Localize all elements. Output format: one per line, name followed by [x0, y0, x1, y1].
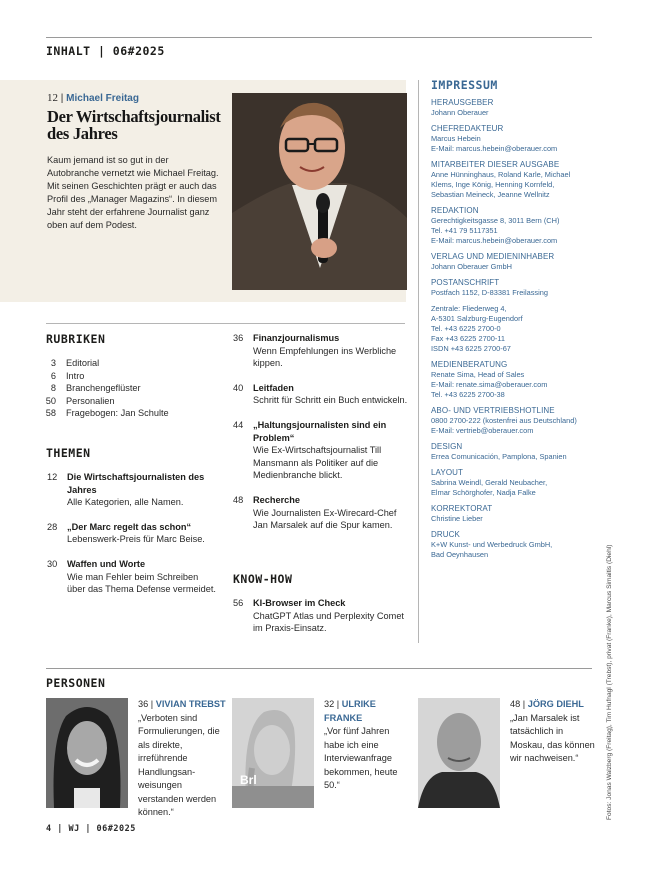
impressum-title: IMPRESSUM — [431, 78, 498, 92]
toc-entry[interactable] — [233, 494, 408, 532]
impressum-block — [431, 98, 596, 118]
toc-page-number: 6 — [50, 370, 56, 381]
toc-entry[interactable] — [233, 419, 408, 482]
toc-entry-description: Alle Kategorien, alle Namen. — [67, 497, 184, 508]
section-rule — [46, 323, 405, 324]
toc-entry-description: Wie man Fehler beim Schreiben über das Thema Defense vermeidet. — [67, 571, 216, 595]
knowhow-list — [233, 597, 408, 647]
impressum-line: Zentrale: Fliederweg 4, — [431, 304, 507, 313]
impressum-line: Elmar Schörghofer, Nadja Falke — [431, 488, 536, 497]
personen-heading: PERSONEN — [46, 676, 106, 690]
person-page: 36 — [138, 699, 149, 709]
toc-page-number: 8 — [50, 383, 56, 394]
impressum-block — [431, 252, 596, 272]
impressum-block-heading: REDAKTION — [431, 206, 479, 215]
toc-page-number: 48 — [233, 494, 244, 505]
toc-entry-body — [67, 521, 217, 546]
rubrik-item[interactable] — [36, 382, 216, 395]
themen-list-right — [233, 332, 408, 544]
toc-entry-title: Die Wirtschaftsjournalisten des Jahres — [67, 472, 205, 495]
hero-kicker — [47, 92, 139, 104]
toc-entry-title: Waffen und Worte — [67, 558, 146, 569]
impressum-block-heading: DESIGN — [431, 442, 463, 451]
impressum-line: A-5301 Salzburg-Eugendorf — [431, 314, 523, 323]
impressum-block-heading: MEDIENBERATUNG — [431, 360, 508, 369]
toc-entry[interactable] — [233, 332, 408, 370]
portrait-trebst — [46, 698, 128, 808]
toc-page-number: 30 — [47, 558, 58, 569]
rubriken-list — [36, 357, 216, 420]
person-quote: „Verboten sind Formulierungen, die als direkte, irreführende Handlungsan-weisungen verstanden werden können.“ — [138, 712, 220, 817]
toc-page-number: 56 — [233, 598, 244, 608]
impressum-line: E-Mail: vertrieb@oberauer.com — [431, 426, 534, 435]
toc-page-number: 28 — [47, 521, 58, 532]
impressum-block — [431, 530, 596, 560]
toc-entry-description: Wenn Empfehlungen ins Werbliche kippen. — [253, 345, 397, 369]
knowhow-heading: KNOW-HOW — [233, 572, 293, 586]
impressum-block-heading: KORREKTORAT — [431, 504, 493, 513]
toc-label: Intro — [66, 370, 85, 381]
toc-label: Editorial — [66, 358, 100, 368]
impressum-block — [431, 160, 596, 200]
toc-entry-body — [253, 419, 408, 482]
top-rule — [46, 37, 592, 38]
toc-page-number: 58 — [45, 408, 56, 419]
person-photo — [418, 698, 500, 808]
person-quote: „Jan Marsalek ist tatsächlich in Moskau, das können wir nachweisen.“ — [510, 712, 595, 763]
rubrik-item[interactable] — [36, 357, 216, 370]
impressum-line: Gerechtigkeitsgasse 8, 3011 Bern (CH) — [431, 216, 560, 225]
toc-entry-description: Lebenswerk-Preis für Marc Beise. — [67, 534, 205, 545]
toc-page-number: 3 — [50, 358, 56, 368]
rubrik-item[interactable] — [36, 407, 216, 420]
toc-entry-title: „Haltungsjournalisten sind ein Problem“ — [253, 419, 387, 443]
impressum — [431, 78, 596, 566]
impressum-block — [431, 504, 596, 524]
toc-page-number: 12 — [47, 472, 58, 482]
themen-heading: THEMEN — [46, 446, 91, 460]
impressum-block-heading: VERLAG UND MEDIENINHABER — [431, 252, 555, 261]
impressum-block-heading: HERAUSGEBER — [431, 98, 494, 107]
toc-page-number: 44 — [233, 419, 244, 430]
impressum-block — [431, 304, 596, 354]
impressum-line: Postfach 1152, D-83381 Freilassing — [431, 288, 548, 297]
hero-title: Der Wirtschaftsjournalist des Jahres — [47, 107, 221, 143]
impressum-line: E-Mail: marcus.hebein@oberauer.com — [431, 236, 558, 245]
toc-entry-body — [253, 332, 408, 370]
bottom-rule — [46, 668, 592, 669]
impressum-line: Johann Oberauer GmbH — [431, 262, 512, 271]
impressum-line: Christine Lieber — [431, 514, 483, 523]
person-page: 48 — [510, 699, 521, 709]
toc-page-number: 50 — [45, 395, 56, 406]
impressum-line: Renate Sima, Head of Sales — [431, 370, 525, 379]
person-photo — [232, 698, 314, 808]
impressum-block-heading: MITARBEITER DIESER AUSGABE — [431, 160, 560, 169]
impressum-block-heading: ABO- UND VERTRIEBSHOTLINE — [431, 406, 555, 415]
themen-list-left — [47, 471, 217, 608]
impressum-line: Marcus Hebein — [431, 134, 481, 143]
person-name: VIVIAN TREBST — [155, 699, 226, 709]
toc-entry-body — [253, 382, 408, 407]
person-name: ULRIKE FRANKE — [324, 699, 376, 723]
impressum-block — [431, 206, 596, 246]
person-quote: „Vor fünf Jahren habe ich eine Interviewanfrage bekommen, heute 50.“ — [324, 726, 398, 790]
hero-text: Kaum jemand ist so gut in der Autobranche vernetzt wie Michael Freitag. Mit seinen Geschichten prägt er auch das Profil des „Manager Magazins“. In diesem Jahr steht der erfahrene Journalist ganz oben auf dem Podest. — [47, 155, 219, 230]
impressum-block — [431, 442, 596, 462]
impressum-line: Anne Hünninghaus, Roland Karle, Michael — [431, 170, 571, 179]
impressum-block — [431, 406, 596, 436]
toc-page-number: 36 — [233, 333, 244, 343]
impressum-block-heading: DRUCK — [431, 530, 460, 539]
hero-teaser[interactable] — [0, 80, 406, 302]
toc-entry-title: KI-Browser im Check — [253, 598, 346, 608]
toc-label: Fragebogen: Jan Schulte — [66, 408, 169, 419]
rubriken-heading: RUBRIKEN — [46, 332, 106, 346]
toc-entry[interactable] — [47, 558, 217, 596]
page-footer: 4 | WJ | 06#2025 — [46, 824, 136, 834]
impressum-line: K+W Kunst- und Werbedruck GmbH, — [431, 540, 553, 549]
photo-credits: Fotos: Jonas Walzberg (Freitag), Tim Hufnagl (Trebst), privat (Franke), Marcus Simaitis (Diehl) — [606, 544, 613, 820]
toc-entry-body — [67, 558, 217, 596]
person-text: 48 | JÖRG DIEHL „Jan Marsalek ist tatsächlich in Moskau, das können wir nachweisen.“ — [510, 699, 595, 763]
impressum-line: E-Mail: renate.sima@oberauer.com — [431, 380, 548, 389]
impressum-block — [431, 360, 596, 400]
person-text: 36 | VIVIAN TREBST „Verboten sind Formulierungen, die als direkte, irreführende Handlungsan-weisungen verstanden werden können.“ — [138, 699, 226, 817]
impressum-line: Johann Oberauer — [431, 108, 489, 117]
toc-entry[interactable] — [233, 597, 408, 635]
impressum-line: ISDN +43 6225 2700-67 — [431, 344, 511, 353]
impressum-line: Tel. +43 6225 2700-38 — [431, 390, 505, 399]
impressum-line: 0800 2700-222 (kostenfrei aus Deutschland) — [431, 416, 577, 425]
toc-entry-description: Wie Ex-Wirtschaftsjournalist Till Mansmann als Politiker auf die Medienbranche blickt. — [253, 445, 382, 481]
toc-entry-body — [253, 597, 408, 635]
impressum-line: Fax +43 6225 2700-11 — [431, 334, 506, 343]
photo-backdrop-text: Brl — [240, 773, 257, 787]
toc-label: Branchengeflüster — [66, 383, 141, 394]
page-header: INHALT | 06#2025 — [46, 44, 165, 58]
separator: | — [60, 93, 64, 104]
person-page: 32 — [324, 699, 335, 709]
impressum-block-heading: POSTANSCHRIFT — [431, 278, 500, 287]
rubrik-item[interactable] — [36, 395, 216, 408]
hero-photo — [232, 93, 407, 290]
portrait-diehl — [418, 698, 500, 808]
toc-entry-title: Recherche — [253, 494, 300, 505]
rubrik-item[interactable] — [36, 370, 216, 383]
impressum-block — [431, 278, 596, 298]
toc-entry[interactable] — [47, 471, 217, 509]
impressum-line: Errea Comunicación, Pamplona, Spanien — [431, 452, 567, 461]
toc-entry-title: Leitfaden — [253, 382, 294, 393]
impressum-block — [431, 468, 596, 498]
impressum-line: E-Mail: marcus.hebein@oberauer.com — [431, 144, 558, 153]
impressum-line: Sabrina Weindl, Gerald Neubacher, — [431, 478, 548, 487]
toc-entry-body — [253, 494, 408, 532]
hero-person-name: Michael Freitag — [66, 93, 139, 104]
person-text: 32 | ULRIKE FRANKE „Vor fünf Jahren habe ich eine Interviewanfrage bekommen, heute 50.“ — [324, 699, 398, 790]
impressum-line: Sebastian Meineck, Jeanne Wellnitz — [431, 190, 550, 199]
toc-entry[interactable] — [47, 521, 217, 546]
impressum-block — [431, 124, 596, 154]
toc-entry-description: Wie Journalisten Ex-Wirecard-Chef Jan Marsalek auf die Spur kamen. — [253, 507, 397, 531]
impressum-line: Bad Oeynhausen — [431, 550, 489, 559]
column-divider — [418, 80, 419, 643]
toc-entry[interactable] — [233, 382, 408, 407]
person-name: JÖRG DIEHL — [527, 699, 584, 709]
impressum-line: Tel. +41 79 5117351 — [431, 226, 498, 235]
portrait-franke — [232, 698, 314, 808]
toc-entry-description: Schritt für Schritt ein Buch entwickeln. — [253, 395, 408, 406]
toc-entry-title: „Der Marc regelt das schon“ — [67, 521, 192, 532]
toc-entry-description: ChatGPT Atlas und Perplexity Comet im Praxis-Einsatz. — [253, 610, 404, 634]
impressum-block-heading: LAYOUT — [431, 468, 464, 477]
impressum-line: Tel. +43 6225 2700-0 — [431, 324, 501, 333]
toc-label: Personalien — [66, 395, 115, 406]
impressum-block-heading: CHEFREDAKTEUR — [431, 124, 504, 133]
toc-page-number: 40 — [233, 382, 244, 393]
hero-page-number: 12 — [47, 92, 58, 104]
toc-entry-body — [67, 471, 217, 509]
portrait-freitag — [232, 93, 407, 290]
impressum-line: Klems, Inge König, Henning Kornfeld, — [431, 180, 555, 189]
toc-entry-title: Finanzjournalismus — [253, 333, 340, 343]
person-photo — [46, 698, 128, 808]
